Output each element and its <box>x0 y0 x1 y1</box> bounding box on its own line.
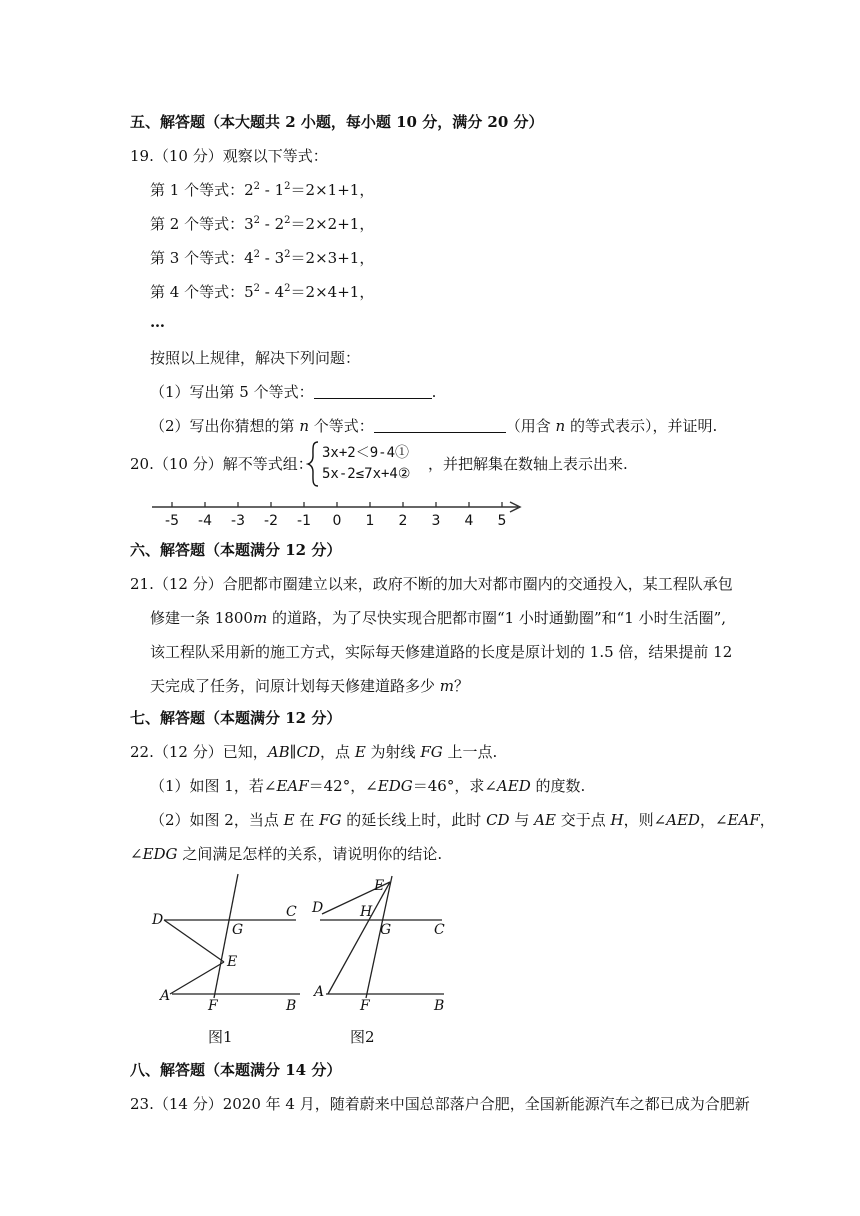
fig2-segment-ae <box>328 882 390 994</box>
question-19-header <box>130 146 328 166</box>
q22-p2-aed: AED <box>666 811 700 829</box>
q20-number: 20. <box>130 455 154 473</box>
q20-text-b: ，并把解集在数轴上表示出来. <box>428 455 628 473</box>
section-5-title: 五、解答题（本大题共 2 小题，每小题 10 分，满分 20 分） <box>130 113 544 131</box>
number-line <box>148 496 528 530</box>
q19-part-2 <box>150 416 717 436</box>
q19-part2-text-a: （2）写出你猜想的第 <box>150 417 300 435</box>
fig1-label-d: D <box>152 912 164 928</box>
q19-number: 19. <box>130 147 154 165</box>
q20-text-a: 解不等式组： <box>222 455 313 473</box>
question-20-header <box>130 454 313 474</box>
q19-ellipsis: … <box>150 313 165 331</box>
figure-1 <box>150 870 310 1050</box>
q19-part2-text-b: 个等式： <box>308 417 374 435</box>
number-line-tick-label: -1 <box>297 513 311 529</box>
q21-line4-b: ？ <box>454 677 470 695</box>
q22-p2-h: H <box>610 811 624 829</box>
fig1-label-c: C <box>286 904 297 920</box>
number-line-tick-label: 2 <box>398 513 408 529</box>
eq4-base-b: 4 <box>274 283 285 301</box>
q22-number: 22. <box>130 743 154 761</box>
eq1-minus: - <box>260 181 275 199</box>
eq1-base-a: 2 <box>244 181 254 199</box>
q21-line2-b: 的道路，为了尽快实现合肥都市圈“1 小时通勤圈”和“1 小时生活圈”, <box>267 609 727 627</box>
eq2-rest: ＝2×2+1， <box>290 215 375 233</box>
number-line-tick-label: -2 <box>264 513 278 529</box>
q22-part-2 <box>150 810 775 830</box>
q22-p1-d: 的度数. <box>530 777 586 795</box>
q21-line2-m: m <box>252 609 268 627</box>
q19-part2-n2: n <box>555 417 566 435</box>
fig2-label-h: H <box>360 904 373 920</box>
number-line-tick-label: -4 <box>198 513 212 529</box>
q21-line-4 <box>150 676 469 696</box>
q19-equation-4 <box>150 282 374 302</box>
number-line-tick-label: 5 <box>497 513 507 529</box>
q19-equation-3 <box>150 248 374 268</box>
left-brace-icon <box>306 440 320 488</box>
fig2-label-g: G <box>380 922 392 938</box>
eq3-label: 第 3 个等式： <box>150 249 245 267</box>
figure-2 <box>308 870 456 1050</box>
q19-score: （10 分） <box>153 147 223 165</box>
q22-l1-ab: AB∥CD <box>267 743 321 761</box>
q22-p3-a: ∠ <box>130 845 143 863</box>
number-line-tick-label: 1 <box>365 513 375 529</box>
q21-line-1 <box>130 574 733 594</box>
eq4-exp-b: 2 <box>284 283 291 294</box>
q22-p2-c: 的延长线上时，此时 <box>341 811 487 829</box>
q22-p1-a: （1）如图 1，若∠ <box>150 777 277 795</box>
q22-p2-fg: FG <box>319 811 342 829</box>
fig1-label-f: F <box>208 998 218 1014</box>
q22-p2-ae: AE <box>534 811 556 829</box>
eq4-base-a: 5 <box>244 283 254 301</box>
q19-part1-answer-blank[interactable] <box>314 384 432 399</box>
eq1-exp-b: 2 <box>284 181 291 192</box>
eq4-rest: ＝2×4+1， <box>290 283 375 301</box>
q19-intro: 观察以下等式： <box>222 147 328 165</box>
q23-line1-text: 2020 年 4 月，随着蔚来中国总部落户合肥，全国新能源汽车之都已成为合肥新 <box>222 1095 750 1113</box>
q22-p3-edg: EDG <box>142 845 178 863</box>
q22-p2-d: 与 <box>509 811 535 829</box>
eq2-base-a: 3 <box>244 215 254 233</box>
q21-line-2 <box>150 608 726 628</box>
q22-p2-cd: CD <box>486 811 510 829</box>
q22-p1-b: ＝42°，∠ <box>308 777 378 795</box>
fig2-label-b: B <box>434 998 445 1014</box>
q20-score: （10 分） <box>153 455 223 473</box>
eq2-label: 第 2 个等式： <box>150 215 245 233</box>
number-line-tick-label: -3 <box>231 513 245 529</box>
q19-part2-answer-blank[interactable] <box>374 418 506 433</box>
q21-number: 21. <box>130 575 154 593</box>
q23-number: 23. <box>130 1095 154 1113</box>
fig1-segment-de <box>164 920 224 962</box>
eq2-minus: - <box>260 215 275 233</box>
q21-line4-m: m <box>439 677 455 695</box>
eq3-exp-a: 2 <box>253 249 261 260</box>
eq1-label: 第 1 个等式： <box>150 181 245 199</box>
number-line-tick-label: -5 <box>165 513 179 529</box>
fig2-label-e: E <box>374 878 385 894</box>
q20-inequality-1: 3x+2＜9-4① <box>322 445 410 461</box>
q22-p2-b: 在 <box>294 811 320 829</box>
eq4-minus: - <box>260 283 275 301</box>
q20-inequality-system <box>306 440 436 488</box>
eq2-exp-a: 2 <box>253 215 261 226</box>
eq2-base-b: 2 <box>274 215 285 233</box>
q22-l1-d: 上一点. <box>442 743 498 761</box>
q22-p1-aed: AED <box>496 777 531 795</box>
q21-line-3: 该工程队采用新的施工方式，实际每天修建道路的长度是原计划的 1.5 倍，结果提前 12 <box>150 643 733 661</box>
q22-part-1 <box>150 776 585 796</box>
fig1-label-b: B <box>286 998 297 1014</box>
q22-p2-a: （2）如图 2，当点 <box>150 811 284 829</box>
q21-score: （12 分） <box>153 575 223 593</box>
q22-p1-c: ＝46°，求∠ <box>412 777 497 795</box>
q22-p2-eaf: EAF <box>727 811 760 829</box>
q22-p2-e2: 交于点 <box>555 811 611 829</box>
q19-part2-text-d: 的等式表示），并证明. <box>565 417 718 435</box>
eq1-rest: ＝2×1+1， <box>290 181 375 199</box>
section-8-title: 八、解答题（本题满分 14 分） <box>130 1061 342 1079</box>
q20-inequality-2: 5x-2≤7x+4② <box>322 466 411 482</box>
q21-line2-a: 修建一条 1800 <box>150 609 253 627</box>
fig2-label-a: A <box>314 984 325 1000</box>
fig2-label-c: C <box>434 922 445 938</box>
q22-l1-fg: FG <box>420 743 443 761</box>
q19-part-1 <box>150 382 436 402</box>
fig2-caption: 图2 <box>350 1028 375 1046</box>
fig2-label-f: F <box>360 998 370 1014</box>
q23-line-1 <box>130 1094 750 1114</box>
eq4-exp-a: 2 <box>253 283 261 294</box>
fig1-label-e: E <box>227 954 238 970</box>
q19-part2-text-c: （用含 <box>505 417 556 435</box>
fig1-label-a: A <box>160 988 171 1004</box>
q19-equation-2 <box>150 214 374 234</box>
fig1-label-g: G <box>232 922 244 938</box>
eq3-rest: ＝2×3+1， <box>290 249 375 267</box>
eq3-base-b: 3 <box>274 249 285 267</box>
q22-part-2-cont <box>130 844 442 864</box>
q22-l1-b: ，点 <box>320 743 355 761</box>
section-7-title: 七、解答题（本题满分 12 分） <box>130 709 342 727</box>
q22-p2-g: ，∠ <box>699 811 728 829</box>
q22-score: （12 分） <box>153 743 223 761</box>
q22-l1-c: 为射线 <box>365 743 421 761</box>
eq3-base-a: 4 <box>244 249 254 267</box>
q19-instruction: 按照以上规律，解决下列问题： <box>150 349 361 367</box>
eq3-exp-b: 2 <box>284 249 291 260</box>
q19-part2-n: n <box>299 417 309 435</box>
fig1-caption: 图1 <box>208 1028 233 1046</box>
eq2-exp-b: 2 <box>284 215 291 226</box>
eq1-base-b: 1 <box>274 181 285 199</box>
q23-score: （14 分） <box>153 1095 223 1113</box>
q22-l1-a: 已知， <box>222 743 268 761</box>
q22-p1-eaf: EAF <box>276 777 309 795</box>
q19-part1-text: （1）写出第 5 个等式： <box>150 383 314 401</box>
section-6-title: 六、解答题（本题满分 12 分） <box>130 541 342 559</box>
q22-p2-h2: ， <box>759 811 775 829</box>
number-line-ticks <box>165 502 506 529</box>
fig2-label-d: D <box>312 900 324 916</box>
q19-part1-end: . <box>431 383 437 401</box>
eq4-label: 第 4 个等式： <box>150 283 245 301</box>
number-line-tick-label: 3 <box>431 513 441 529</box>
q22-p2-e: E <box>283 811 295 829</box>
eq3-minus: - <box>260 249 275 267</box>
q22-line-1 <box>130 742 497 762</box>
q21-line4-a: 天完成了任务，问原计划每天修建道路多少 <box>150 677 440 695</box>
q22-l1-e: E <box>354 743 366 761</box>
eq1-exp-a: 2 <box>253 181 261 192</box>
q22-p1-edg: EDG <box>377 777 413 795</box>
number-line-tick-label: 0 <box>332 513 342 529</box>
q22-p3-b: 之间满足怎样的关系，请说明你的结论. <box>177 845 443 863</box>
q21-line1-text: 合肥都市圈建立以来，政府不断的加大对都市圈内的交通投入，某工程队承包 <box>222 575 733 593</box>
q19-equation-1 <box>150 180 374 200</box>
number-line-tick-label: 4 <box>464 513 474 529</box>
q22-p2-f: ，则∠ <box>623 811 667 829</box>
